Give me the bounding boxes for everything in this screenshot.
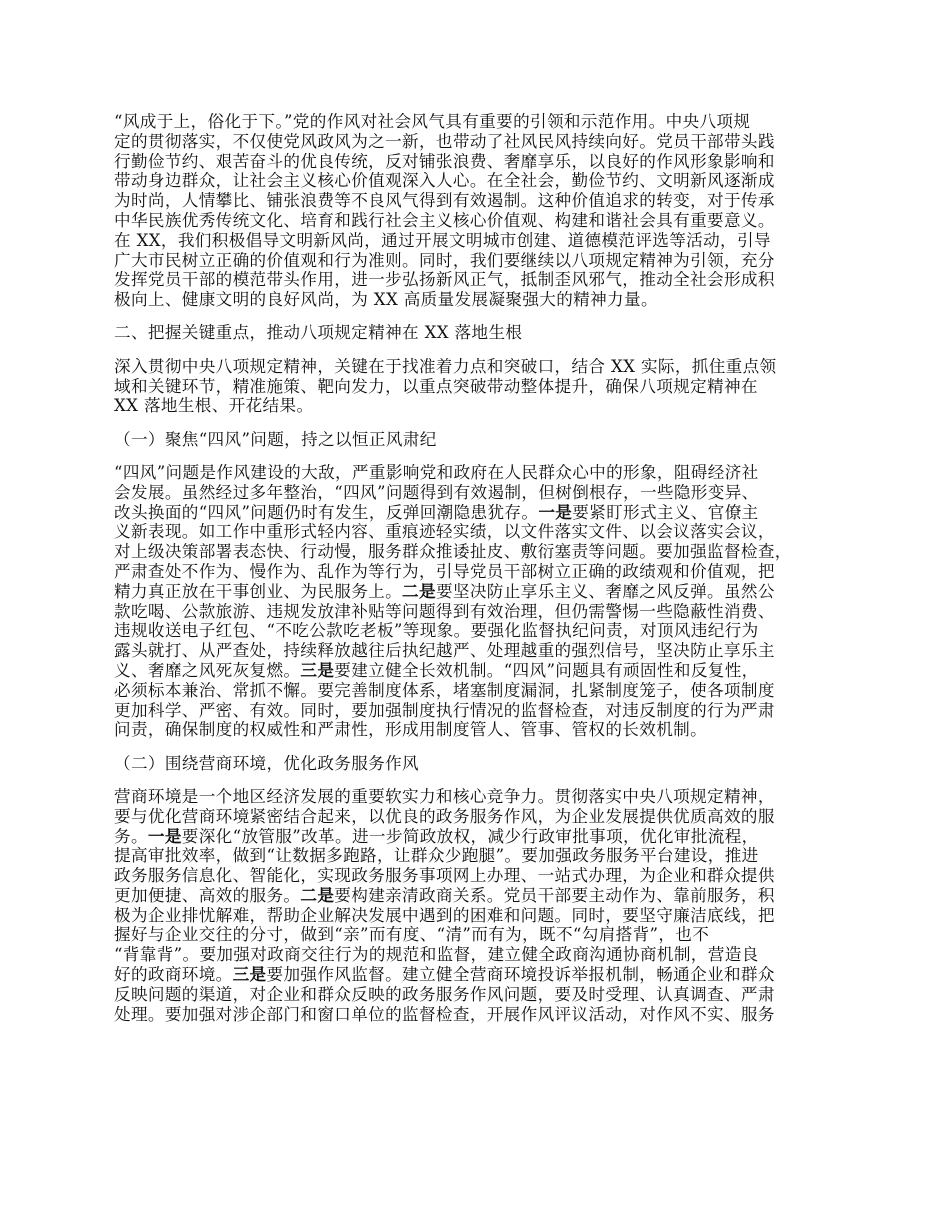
text-line [114, 430, 844, 450]
paragraph-key-points [114, 357, 844, 416]
text-run: 会发展。虽然经过多年整治，“四风”问题得到有效遏制，但树倒根存，一些隐形变异、 [114, 482, 759, 502]
text-run: 在 XX，我们积极倡导文明新风尚，通过开展文明城市创建、道德模范评选等活动，引导 [114, 230, 771, 250]
text-run: 握好与企业交往的分寸，做到“亲”而有度、“清”而有为，既不“勾肩搭背”，也不 [114, 925, 710, 945]
text-line [114, 251, 844, 271]
text-run: 违规收送电子红包、“不吃公款吃老板”等现象。要强化监督执纪问责，对顶风违纪行为 [114, 621, 759, 641]
text-line [114, 846, 844, 866]
text-line [114, 270, 844, 290]
section-heading-2 [114, 323, 844, 343]
text-run: 二、把握关键重点，推动八项规定精神在 XX 落地生根 [114, 323, 523, 343]
text-line [114, 827, 844, 847]
text-line [114, 754, 844, 774]
text-run: 要深化“放管服”改革。进一步简政放权，减少行政审批事项，优化审批流程， [181, 826, 759, 846]
text-run: 发挥党员干部的模范带头作用，进一步弘扬新风正气，抵制歪风邪气，推动全社会形成积 [114, 270, 775, 290]
text-run: 处理。要加强对涉企部门和窗口单位的监督检查，开展作风评议活动，对作风不实、服务 [114, 1004, 775, 1024]
text-line [114, 787, 844, 807]
text-run: 要紧盯形式主义、官僚主 [572, 502, 759, 522]
block-spacer [114, 343, 844, 357]
subsection-heading-2 [114, 754, 844, 774]
text-run: 问责，确保制度的权威性和严肃性，形成用制度管人、管事、管权的长效机制。 [114, 720, 708, 740]
paragraph-business-environment [114, 787, 844, 1025]
text-run: 极向上、健康文明的良好风尚，为 XX 高质量发展凝聚强大的精神力量。 [114, 290, 658, 310]
text-run: “风成于上，俗化于下。”党的作风对社会风气具有重要的引领和示范作用。中央八项规 [114, 112, 751, 131]
text-run: 要加强作风监督。建立健全营商环境投诉举报机制，畅通企业和群众 [266, 965, 775, 985]
text-run: 反映问题的渠道，对企业和群众反映的政务服务作风问题，要及时受理、认真调查、严肃 [114, 984, 775, 1004]
text-line [114, 641, 844, 661]
text-run: 广大市民树立正确的价值观和行为准则。同时，我们要继续以八项规定精神为引领，充分 [114, 250, 775, 270]
text-line [114, 866, 844, 886]
text-line [114, 661, 844, 681]
text-run: 行勤俭节约、艰苦奋斗的优良传统，反对铺张浪费、奢靡享乐，以良好的作风形象影响和 [114, 151, 775, 171]
text-run: 为时尚，人情攀比、铺张浪费等不良风气得到有效遏制。这种价值追求的转变，对于传承 [114, 191, 775, 211]
text-run: 务。 [114, 826, 148, 846]
text-line [114, 542, 844, 562]
emphasis-text: 二是 [402, 581, 436, 601]
text-line [114, 377, 844, 397]
emphasis-text: 二是 [300, 885, 335, 905]
text-line [114, 621, 844, 641]
text-line [114, 720, 844, 740]
text-line [114, 965, 844, 985]
text-run: 必须标本兼治、常抓不懈。要完善制度体系，堵塞制度漏洞，扎紧制度笼子，使各项制度 [114, 680, 775, 700]
text-run: （二）围绕营商环境，优化政务服务作风 [114, 753, 419, 773]
text-line [114, 886, 844, 906]
text-run: 中华民族优秀传统文化、培育和践行社会主义核心价值观、构建和谐社会具有重要意义。 [114, 210, 775, 230]
text-line [114, 323, 844, 343]
text-run: 对上级决策部署表态快、行动慢，服务群众推诿扯皮、敷衍塞责等问题。要加强监督检查， [114, 542, 792, 562]
emphasis-text: 一是 [538, 502, 573, 522]
text-line [114, 483, 844, 503]
text-line [114, 1005, 844, 1025]
text-line [114, 396, 844, 416]
text-run: 好的政商环境。 [114, 965, 233, 985]
text-line [114, 171, 844, 191]
text-run: 极为企业排忧解难，帮助企业解决发展中遇到的困难和问题。同时，要坚守廉洁底线，把 [114, 905, 775, 925]
text-run: 更加便捷、高效的服务。 [114, 885, 301, 905]
text-run: 义新表现。如工作中重形式轻内容、重痕迹轻实绩，以文件落实文件、以会议落实会议， [114, 522, 775, 542]
text-line [114, 231, 844, 251]
document-page [114, 112, 844, 1024]
text-run: 严肃查处不作为、慢作为、乱作为等行为，引导党员干部树立正确的政绩观和价值观，把 [114, 561, 775, 581]
text-line [114, 925, 844, 945]
text-run: “背靠背”。要加强对政商交往行为的规范和监督，建立健全政商沟通协商机制，营造良 [114, 945, 759, 965]
text-line [114, 582, 844, 602]
emphasis-text: 一是 [147, 826, 182, 846]
emphasis-text: 三是 [300, 660, 335, 680]
text-run: 深入贯彻中央八项规定精神，关键在于找准着力点和突破口，结合 XX 实际，抓住重点领 [114, 356, 777, 376]
text-run: 域和关键环节，精准施策、靶向发力，以重点突破带动整体提升，确保八项规定精神在 [114, 376, 758, 396]
text-run: （一）聚焦“四风”问题，持之以恒正风肃纪 [114, 429, 437, 449]
text-run: 定的贯彻落实，不仅使党风政风为之一新，也带动了社风民风持续向好。党员干部带头践 [114, 131, 775, 151]
text-line [114, 132, 844, 152]
text-line [114, 945, 844, 965]
text-run: 要与优化营商环境紧密结合起来，以优良的政务服务作风，为企业发展提供优质高效的服 [114, 806, 775, 826]
text-run: 带动身边群众，让社会主义核心价值观深入人心。在全社会，勤俭节约、文明新风逐渐成 [114, 171, 775, 191]
text-line [114, 602, 844, 622]
text-line [114, 290, 844, 310]
subsection-heading-1 [114, 430, 844, 450]
text-line [114, 357, 844, 377]
text-line [114, 701, 844, 721]
text-run: 政务服务信息化、智能化，实现政务服务事项网上办理、一站式办理，为企业和群众提供 [114, 866, 775, 886]
text-line [114, 807, 844, 827]
text-line [114, 463, 844, 483]
block-spacer [114, 310, 844, 324]
text-run: 改头换面的“四风”问题仍时有发生，反弹回潮隐患犹存。 [114, 502, 539, 522]
paragraph-four-styles [114, 463, 844, 740]
text-run: 要构建亲清政商关系。党员干部要主动作为、靠前服务，积 [334, 885, 775, 905]
text-run: 要建立健全长效机制。“四风”问题具有顽固性和反复性， [334, 660, 759, 680]
text-run: 提高审批效率，做到“让数据多跑路，让群众少跑腿”。要加强政务服务平台建设，推进 [114, 846, 759, 866]
text-line [114, 681, 844, 701]
text-run: 营商环境是一个地区经济发展的重要软实力和核心竞争力。贯彻落实中央八项规定精神， [114, 786, 775, 806]
text-line [114, 112, 844, 132]
text-line [114, 191, 844, 211]
text-line [114, 906, 844, 926]
text-run: 义、奢靡之风死灰复燃。 [114, 660, 301, 680]
text-run: 款吃喝、公款旅游、违规发放津补贴等问题得到有效治理，但仍需警惕一些隐蔽性消费、 [114, 601, 775, 621]
text-run: XX 落地生根、开花结果。 [114, 396, 314, 416]
text-line [114, 522, 844, 542]
text-run: 更加科学、严密、有效。同时，要加强制度执行情况的监督检查，对违反制度的行为严肃 [114, 700, 775, 720]
emphasis-text: 三是 [232, 965, 267, 985]
text-run: 要坚决防止享乐主义、奢靡之风反弹。虽然公 [435, 581, 775, 601]
text-run: 露头就打、从严查处，持续释放越往后执纪越严、处理越重的强烈信号，坚决防止享乐主 [114, 641, 775, 661]
block-spacer [114, 449, 844, 463]
text-run: 精力真正放在干事创业、为民服务上。 [114, 581, 403, 601]
text-line [114, 211, 844, 231]
text-line [114, 562, 844, 582]
block-spacer [114, 740, 844, 754]
text-line [114, 152, 844, 172]
block-spacer [114, 416, 844, 430]
paragraph-social-customs [114, 112, 844, 310]
text-line [114, 985, 844, 1005]
text-run: “四风”问题是作风建设的大敌，严重影响党和政府在人民群众心中的形象，阻碍经济社 [114, 462, 759, 482]
text-line [114, 503, 844, 523]
block-spacer [114, 773, 844, 787]
